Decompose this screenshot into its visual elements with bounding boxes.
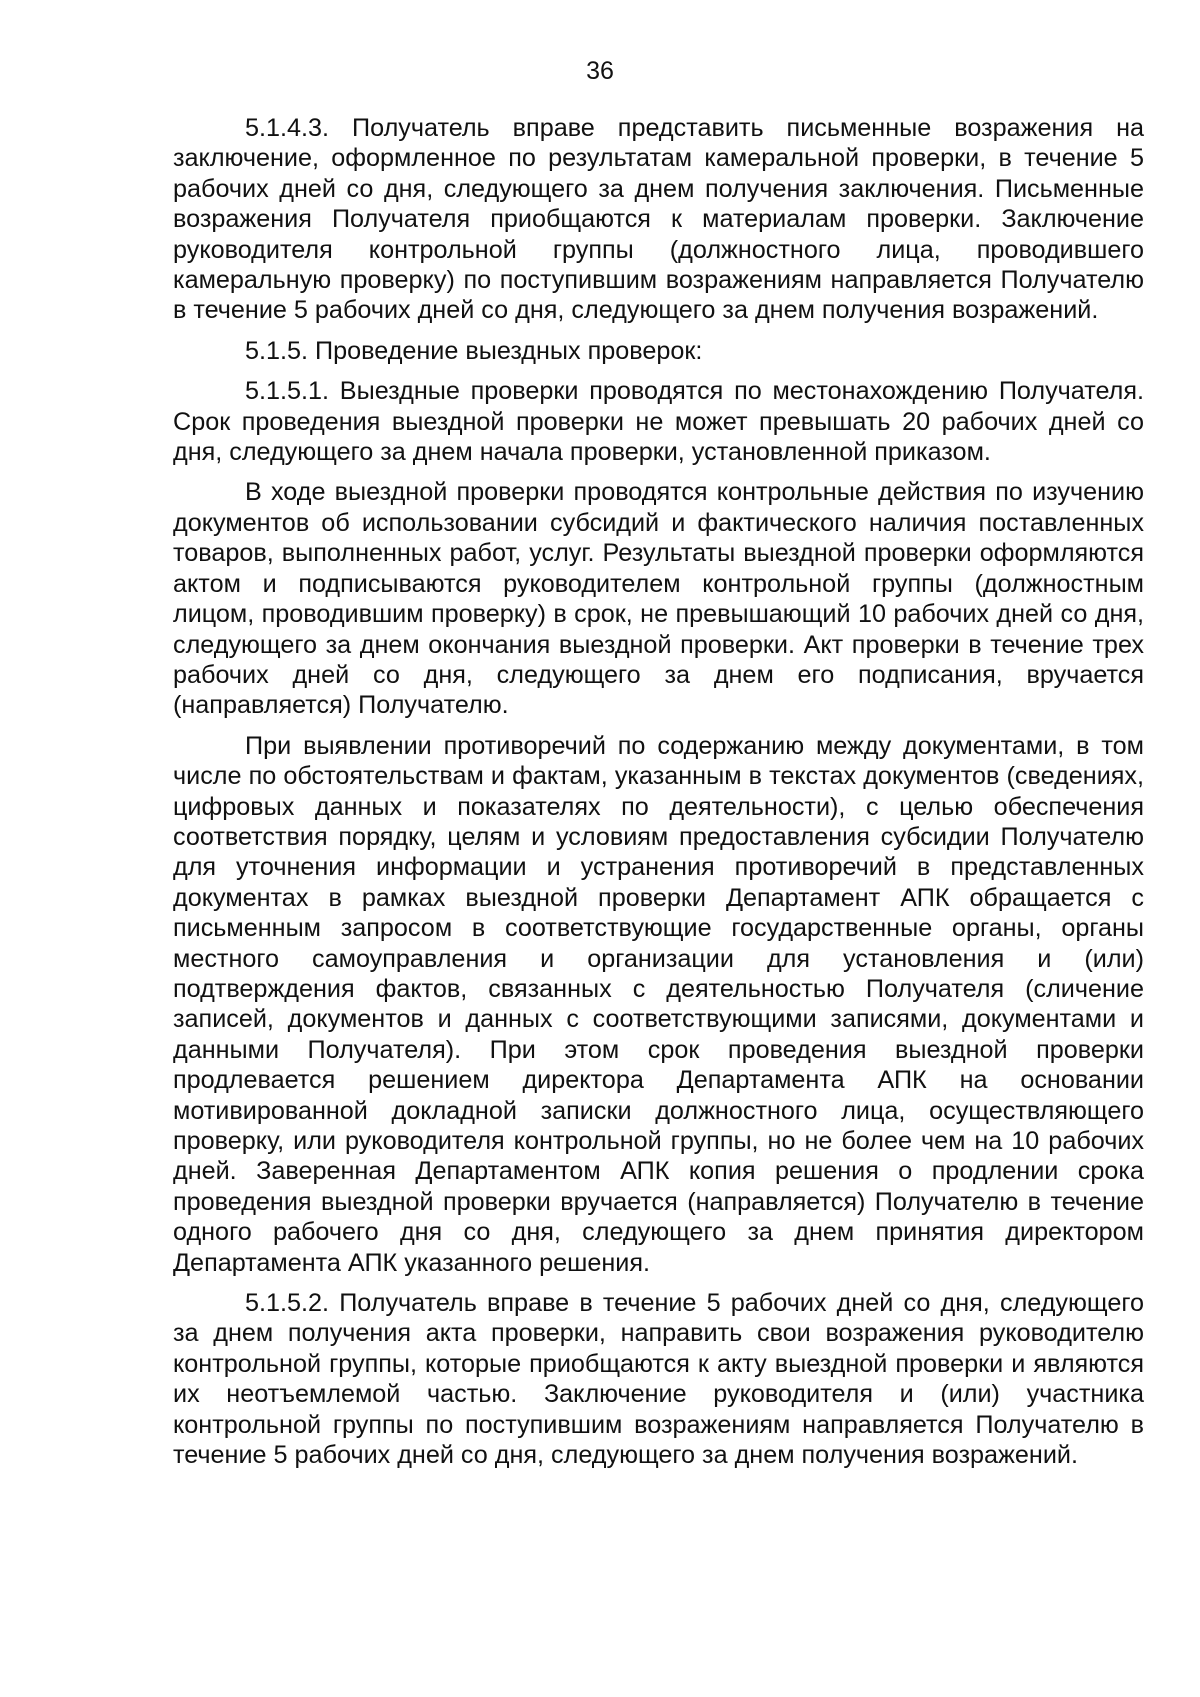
paragraph-field-inspection-actions: В ходе выездной проверки проводятся контрольные действия по изучению документов об использовании субсидий и фактического наличия поставленных товаров, выполненных работ, услуг. Результаты выездной проверки оформляются актом и подписываются руководителем контрольной группы (должностным лицом, проводившим проверку) в срок, не превышающий 10 рабочих дней со дня, следующего за днем окончания выездной проверки. Акт проверки в течение трех рабочих дней со дня, следующего за днем его подписания, вручается (направляется) Получателю. [173,478,1144,720]
paragraph-5-1-4-3: 5.1.4.3. Получатель вправе представить письменные возражения на заключение, оформленное по результатам камеральной проверки, в течение 5 рабочих дней со дня, следующего за днем получения заключения. Письменные возражения Получателя приобщаются к материалам проверки. Заключение руководителя контрольной группы (должностного лица, проводившего камеральную проверку) по поступившим возражениям направляется Получателю в течение 5 рабочих дней со дня, следующего за днем получения возражений. [173,114,1144,325]
section-heading-5-1-5: 5.1.5. Проведение выездных проверок: [245,336,703,365]
page-number: 36 [586,57,614,85]
paragraph-5-1-5-1: 5.1.5.1. Выездные проверки проводятся по местонахождению Получателя. Срок проведения выездной проверки не может превышать 20 рабочих дней со дня, следующего за днем начала проверки, установленной приказом. [173,377,1144,467]
document-body [173,113,1144,1480]
paragraph-5-1-5-2: 5.1.5.2. Получатель вправе в течение 5 рабочих дней со дня, следующего за днем получения акта проверки, направить свои возражения руководителю контрольной группы, которые приобщаются к акту выездной проверки и являются их неотъемлемой частью. Заключение руководителя и (или) участника контрольной группы по поступившим возражениям направляется Получателю в течение 5 рабочих дней со дня, следующего за днем получения возражений. [173,1289,1144,1470]
paragraph-contradictions-request: При выявлении противоречий по содержанию между документами, в том числе по обстоятельствам и фактам, указанным в текстах документов (сведениях, цифровых данных и показателях по деятельности), с целью обеспечения соответствия порядку, целям и условиям предоставления субсидии Получателю для уточнения информации и устранения противоречий в представленных документах в рамках выездной проверки Департамент АПК обращается с письменным запросом в соответствующие государственные органы, органы местного самоуправления и организации для установления и (или) подтверждения фактов, связанных с деятельностью Получателя (сличение записей, документов и данных с соответствующими записями, документами и данными Получателя). При этом срок проведения выездной проверки продлевается решением директора Департамента АПК на основании мотивированной докладной записки должностного лица, осуществляющего проверку, или руководителя контрольной группы, но не более чем на 10 рабочих дней. Заверенная Департаментом АПК копия решения о продлении срока проведения выездной проверки вручается (направляется) Получателю в течение одного рабочего дня со дня, следующего за днем принятия директором Департамента АПК указанного решения. [173,731,1144,1277]
